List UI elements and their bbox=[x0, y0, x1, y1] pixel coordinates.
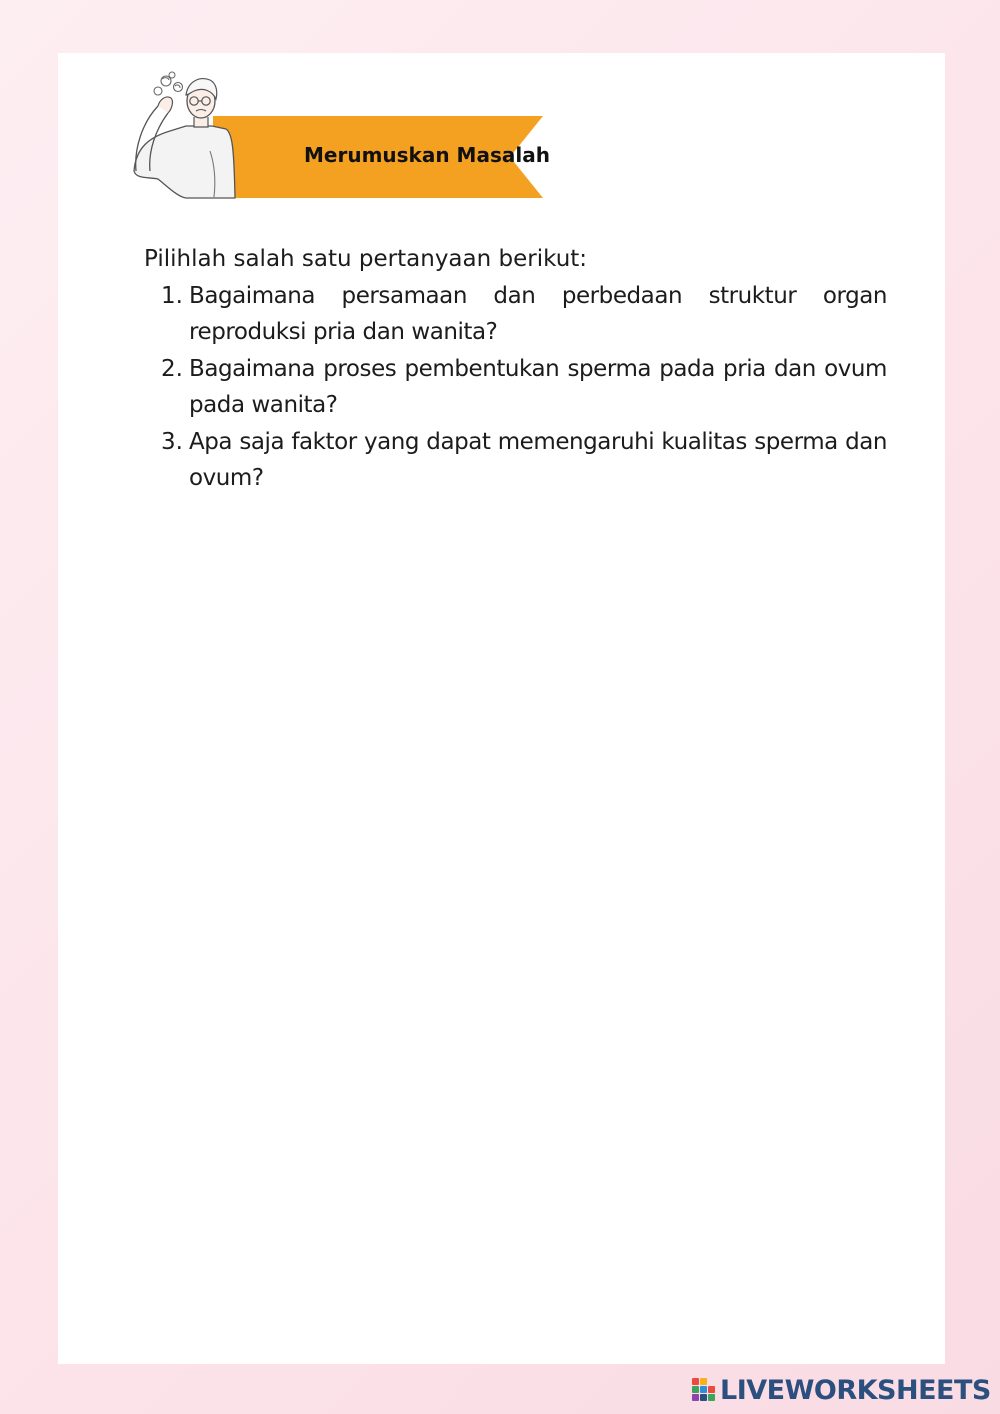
header-banner bbox=[128, 71, 548, 203]
worksheet-page bbox=[58, 53, 945, 1364]
question-item-3 bbox=[144, 424, 887, 497]
question-block bbox=[144, 241, 887, 497]
question-list bbox=[144, 278, 887, 497]
question-text: Bagaimana proses pembentukan sperma pada pria dan ovum pada wanita? bbox=[189, 355, 887, 418]
question-item-1 bbox=[144, 278, 887, 351]
instruction-text: Pilihlah salah satu pertanyaan berikut: bbox=[144, 246, 588, 272]
liveworksheets-logo[interactable] bbox=[692, 1372, 991, 1408]
question-item-2 bbox=[144, 351, 887, 424]
question-text: Bagaimana persamaan dan perbedaan struktur organ reproduksi pria dan wanita? bbox=[189, 282, 887, 345]
section-title: Merumuskan Masalah bbox=[304, 143, 550, 167]
question-number: 1. bbox=[161, 282, 183, 309]
section-header bbox=[128, 71, 548, 203]
liveworksheets-logo-icon bbox=[692, 1378, 716, 1402]
question-number: 2. bbox=[161, 355, 183, 382]
logo-text: LIVEWORKSHEETS bbox=[720, 1374, 991, 1406]
question-number: 3. bbox=[161, 428, 183, 455]
confused-man-icon bbox=[134, 72, 235, 198]
question-text: Apa saja faktor yang dapat memengaruhi kualitas sperma dan ovum? bbox=[189, 428, 887, 491]
